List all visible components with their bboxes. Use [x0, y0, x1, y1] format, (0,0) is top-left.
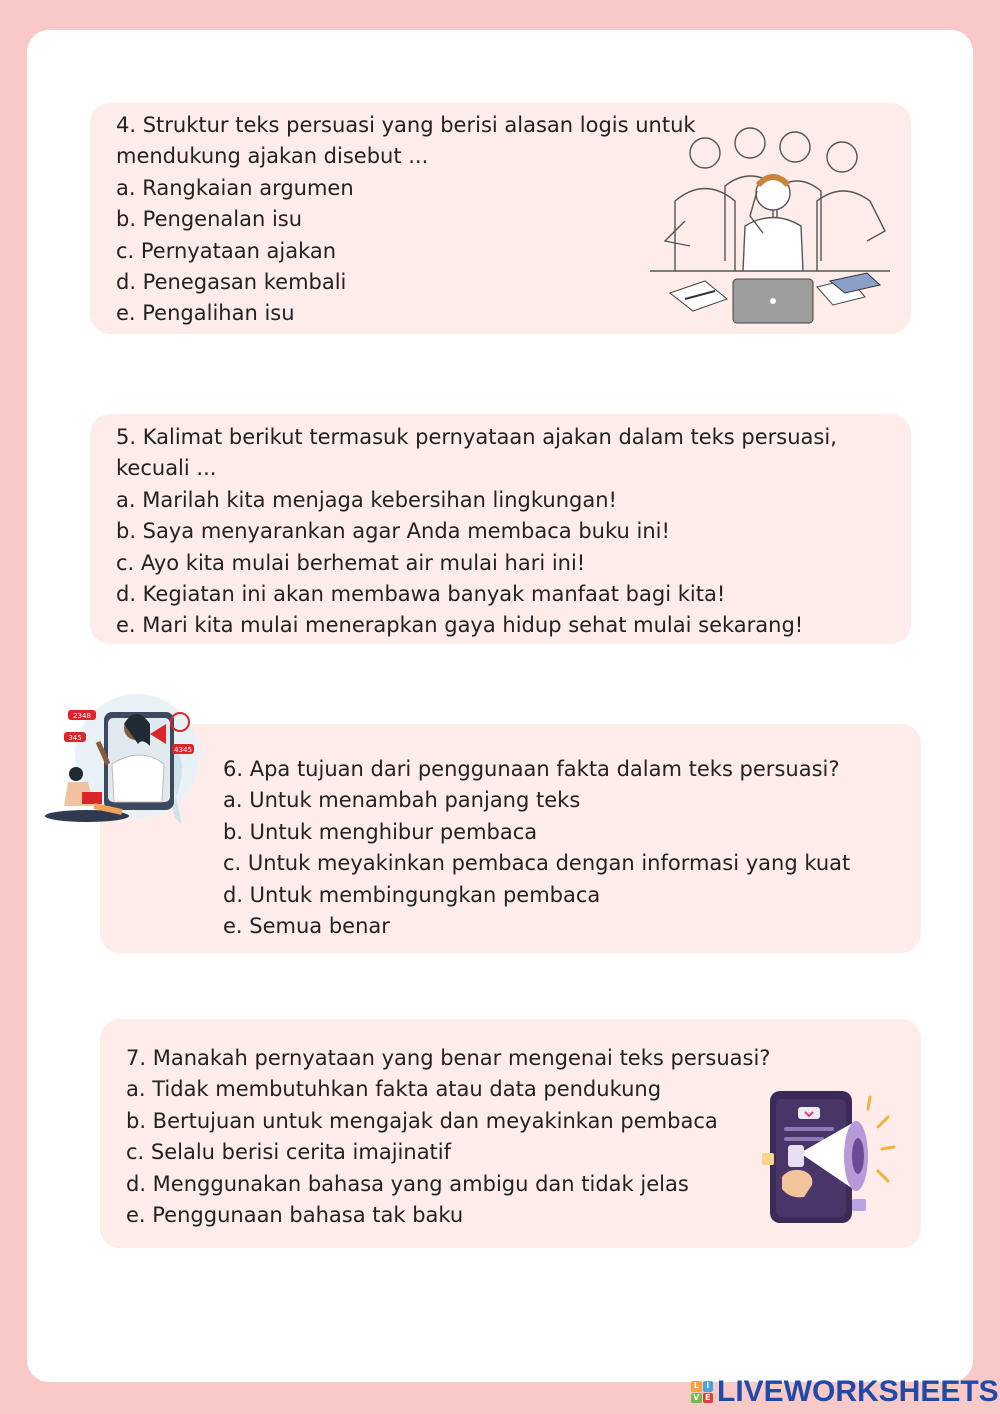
question-7-option-b[interactable]: b. Bertujuan untuk mengajak dan meyakinkan pembaca	[126, 1108, 718, 1133]
liveworksheets-logo-icon	[691, 1381, 713, 1403]
question-5-text	[116, 422, 837, 642]
question-6-option-c[interactable]: c. Untuk meyakinkan pembaca dengan informasi yang kuat	[223, 851, 851, 876]
question-5-option-e[interactable]: e. Mari kita mulai menerapkan gaya hidup sehat mulai sekarang!	[116, 613, 804, 638]
question-card-7	[100, 1019, 921, 1248]
followers-badge: 4345	[174, 746, 192, 754]
question-4-prompt-cont: mendukung ajakan disebut ...	[116, 144, 429, 169]
question-6-text	[223, 754, 850, 942]
question-6-option-a[interactable]: a. Untuk menambah panjang teks	[223, 788, 581, 813]
question-5-option-a[interactable]: a. Marilah kita menjaga kebersihan lingkungan!	[116, 487, 617, 512]
question-4-option-b[interactable]: b. Pengenalan isu	[116, 207, 303, 232]
question-card-5	[90, 414, 911, 644]
likes-badge: 2348	[73, 712, 91, 720]
question-5-option-b[interactable]: b. Saya menyarankan agar Anda membaca buku ini!	[116, 519, 670, 544]
question-4-prompt: 4. Struktur teks persuasi yang berisi alasan logis untuk	[116, 113, 696, 137]
question-4-option-c[interactable]: c. Pernyataan ajakan	[116, 238, 337, 263]
stressed-student-illustration	[645, 121, 905, 331]
question-card-6	[100, 724, 921, 953]
logo-letter-l: L	[691, 1381, 702, 1392]
logo-letter-v: V	[691, 1393, 702, 1404]
logo-letter-i: I	[703, 1381, 714, 1392]
question-6-prompt: 6. Apa tujuan dari penggunaan fakta dalam teks persuasi?	[223, 757, 840, 781]
influencer-megaphone-illustration	[42, 694, 202, 826]
question-4-option-d[interactable]: d. Penegasan kembali	[116, 270, 347, 295]
question-7-option-d[interactable]: d. Menggunakan bahasa yang ambigu dan tidak jelas	[126, 1171, 689, 1196]
comments-badge: 345	[68, 734, 82, 742]
question-6-option-d[interactable]: d. Untuk membingungkan pembaca	[223, 882, 601, 907]
question-7-text	[126, 1043, 770, 1231]
question-6-option-e[interactable]: e. Semua benar	[223, 914, 390, 939]
question-7-option-e[interactable]: e. Penggunaan bahasa tak baku	[126, 1203, 464, 1228]
question-5-option-d[interactable]: d. Kegiatan ini akan membawa banyak manfaat bagi kita!	[116, 582, 726, 607]
question-7-option-c[interactable]: c. Selalu berisi cerita imajinatif	[126, 1140, 452, 1165]
liveworksheets-brand	[691, 1376, 999, 1408]
question-5-prompt: 5. Kalimat berikut termasuk pernyataan ajakan dalam teks persuasi,	[116, 425, 837, 449]
brand-name: LIVEWORKSHEETS	[717, 1375, 999, 1408]
question-6-option-b[interactable]: b. Untuk menghibur pembaca	[223, 819, 538, 844]
question-4-text	[116, 110, 696, 330]
question-7-prompt: 7. Manakah pernyataan yang benar mengenai teks persuasi?	[126, 1046, 771, 1070]
question-card-4	[90, 103, 911, 334]
question-7-option-a[interactable]: a. Tidak membutuhkan fakta atau data pendukung	[126, 1077, 662, 1102]
phone-megaphone-illustration	[760, 1087, 900, 1229]
question-4-option-e[interactable]: e. Pengalihan isu	[116, 301, 295, 326]
logo-letter-e: E	[703, 1393, 714, 1404]
question-4-option-a[interactable]: a. Rangkaian argumen	[116, 175, 354, 200]
question-5-option-c[interactable]: c. Ayo kita mulai berhemat air mulai hari ini!	[116, 550, 586, 575]
question-5-prompt-cont: kecuali ...	[116, 456, 217, 481]
